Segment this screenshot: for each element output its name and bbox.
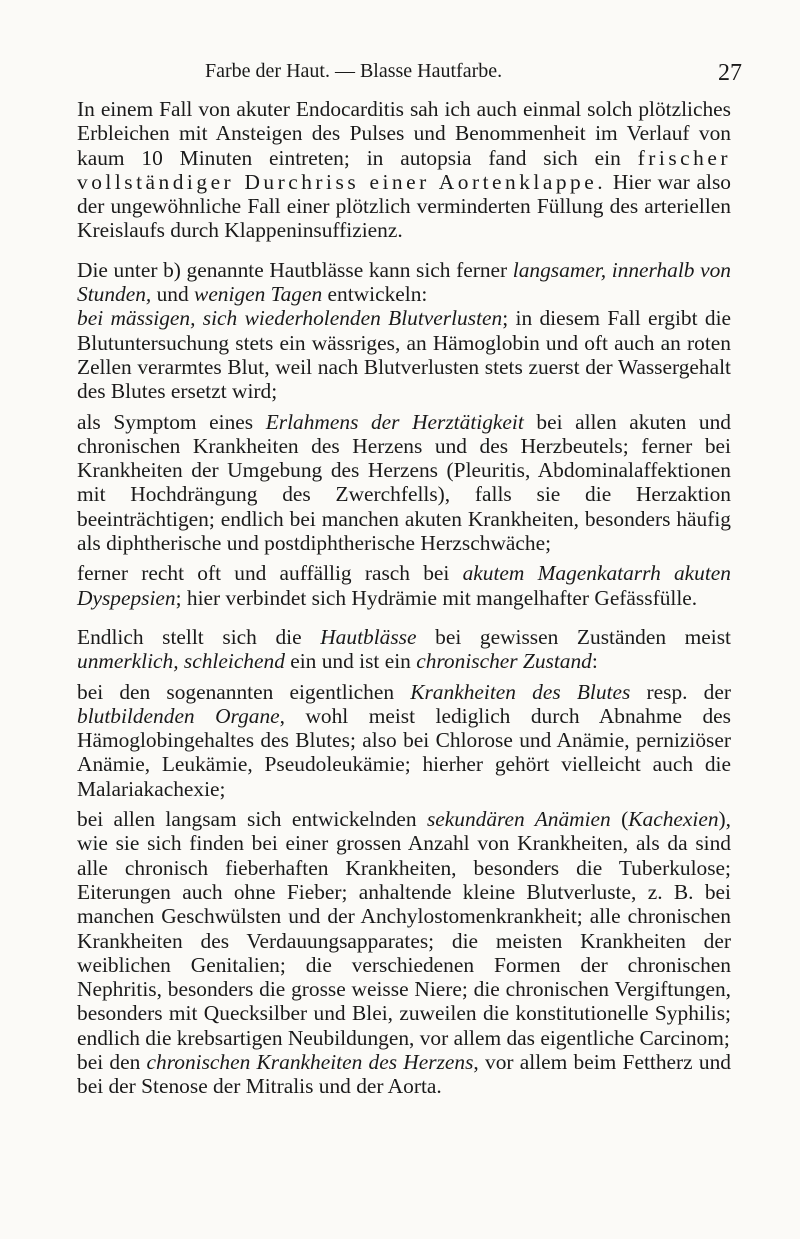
italic-emphasis: unmerklich, schleichend <box>77 649 285 674</box>
text-run: bei den sogenannten eigentlichen <box>77 679 411 704</box>
text-run: ferner recht oft und auffällig rasch bei <box>77 561 463 586</box>
text-run: Hier war also der ungewöhnliche Fall einer plötzlich verminderten Füllung des arteriellen Kreislaufs durch Klappeninsuffizienz. <box>77 169 731 243</box>
italic-emphasis: chronischen Krankheiten des Herzens <box>146 1049 474 1074</box>
italic-emphasis: Erlahmens der Herztätigkeit <box>265 409 524 434</box>
text-run: , vor allem beim Fettherz und bei der Stenose der Mitralis und der Aorta. <box>77 1049 731 1099</box>
text-run: In einem Fall von akuter Endocarditis sah ich auch einmal solch plötzliches Erbleichen mit Ansteigen des Pulses und Benommenheit im Verlauf von kaum 10 Minuten eintreten; in autopsia fand sich ein <box>77 97 731 170</box>
paragraph-acute-endocarditis <box>77 97 731 243</box>
text-run: ( <box>610 807 629 832</box>
paragraph-blood-diseases <box>77 680 731 801</box>
text-run: bei gewissen Zuständen meist <box>416 624 732 649</box>
text-run: ; in diesem Fall ergibt die Blutuntersuchung stets ein wässriges, an Hämoglobin und oft auch an roten Zellen verarmtes Blut, weil nach Blutverlusten stets zuerst der Wassergehalt des Blutes ersetzt wird; <box>77 306 732 404</box>
paragraph-heart-diseases <box>77 1050 731 1099</box>
text-run: als Symptom eines <box>77 409 266 434</box>
italic-emphasis: sekundären Anämien <box>426 807 611 832</box>
italic-emphasis: chronischer Zustand <box>416 649 592 674</box>
running-title: Farbe der Haut. — Blasse Hautfarbe. <box>205 60 503 82</box>
text-run: : <box>591 649 598 674</box>
paragraph-dyspepsia <box>77 561 731 610</box>
spaced-emphasis: frischer vollständiger Durchriss einer Aortenklappe. <box>77 145 731 194</box>
text-run: resp. der <box>630 679 731 704</box>
paragraph-heart-failure <box>77 410 731 556</box>
text-run: bei allen langsam sich entwickelnden <box>77 807 427 832</box>
page-number: 27 <box>718 60 742 86</box>
text-run: ), wie sie sich finden bei einer grossen Anzahl von Krankheiten, als da sind alle chronisch fieberhaften Krankheiten, besonders die Tuberkulose; Eiterungen auch ohne Fieber; anhaltende kleine Blutverluste, z. B. bei manchen Geschwülsten und der Anchylostomenkrankheit; alle chronischen Krankheiten des Verdauungsapparates; die meisten Krankheiten der weiblichen Genitalien; die verschiedenen Formen der chronischen Nephritis, besonders die grosse weisse Niere; die chronischen Vergiftungen, besonders mit Quecksilber und Blei, zuweilen die konstitutionelle Syphilis; endlich die krebsartigen Neubildungen, vor allem das eigentliche Carcinom; <box>77 807 732 1050</box>
italic-emphasis: akutem Magenkatarrh akuten Dyspepsien <box>77 561 732 610</box>
paragraph-secondary-anemias <box>77 807 731 1050</box>
text-run: und <box>151 282 195 307</box>
running-header <box>205 60 742 90</box>
text-run: bei den <box>77 1049 147 1074</box>
text-run: Endlich stellt sich die <box>77 624 321 649</box>
text-run: ein und ist ein <box>284 649 417 674</box>
italic-emphasis: bei mässigen, sich wiederholenden Blutverlusten <box>77 306 503 331</box>
paragraph-chronic-pallor <box>77 625 731 674</box>
italic-emphasis: Kachexien <box>628 807 719 832</box>
paragraph-slow-onset <box>77 258 731 307</box>
italic-emphasis: wenigen Tagen <box>194 282 323 307</box>
italic-emphasis: Krankheiten des Blutes <box>410 679 631 704</box>
text-run: entwickeln: <box>322 282 428 307</box>
text-run: Die unter b) genannte Hautblässe kann sich ferner <box>77 257 513 282</box>
page-body <box>77 97 731 1099</box>
text-run: bei allen akuten und chronischen Krankheiten des Herzens und des Herzbeutels; ferner bei Krankheiten der Umgebung des Herzens (Pleuritis, Abdominalaffektionen mit Hochdrängung des Zwerchfells), falls sie die Herzaktion beeinträchtigen; endlich bei manchen akuten Krankheiten, besonders häufig als diphtherische und postdiphtherische Herzschwäche; <box>77 409 731 556</box>
italic-emphasis: Hautblässe <box>320 624 417 649</box>
text-run: ; hier verbindet sich Hydrämie mit mangelhafter Gefässfülle. <box>175 585 698 610</box>
italic-emphasis: blutbildenden Organe <box>77 703 280 728</box>
paragraph-blood-loss <box>77 306 731 403</box>
text-run: , wohl meist lediglich durch Abnahme des Hämoglobingehaltes des Blutes; also bei Chlorose und Anämie, perniziöser Anämie, Leukämie, Pseudoleukämie; hierher gehört vielleicht auch die Malariakachexie; <box>77 703 731 801</box>
italic-emphasis: langsamer, innerhalb von Stunden, <box>77 257 731 307</box>
